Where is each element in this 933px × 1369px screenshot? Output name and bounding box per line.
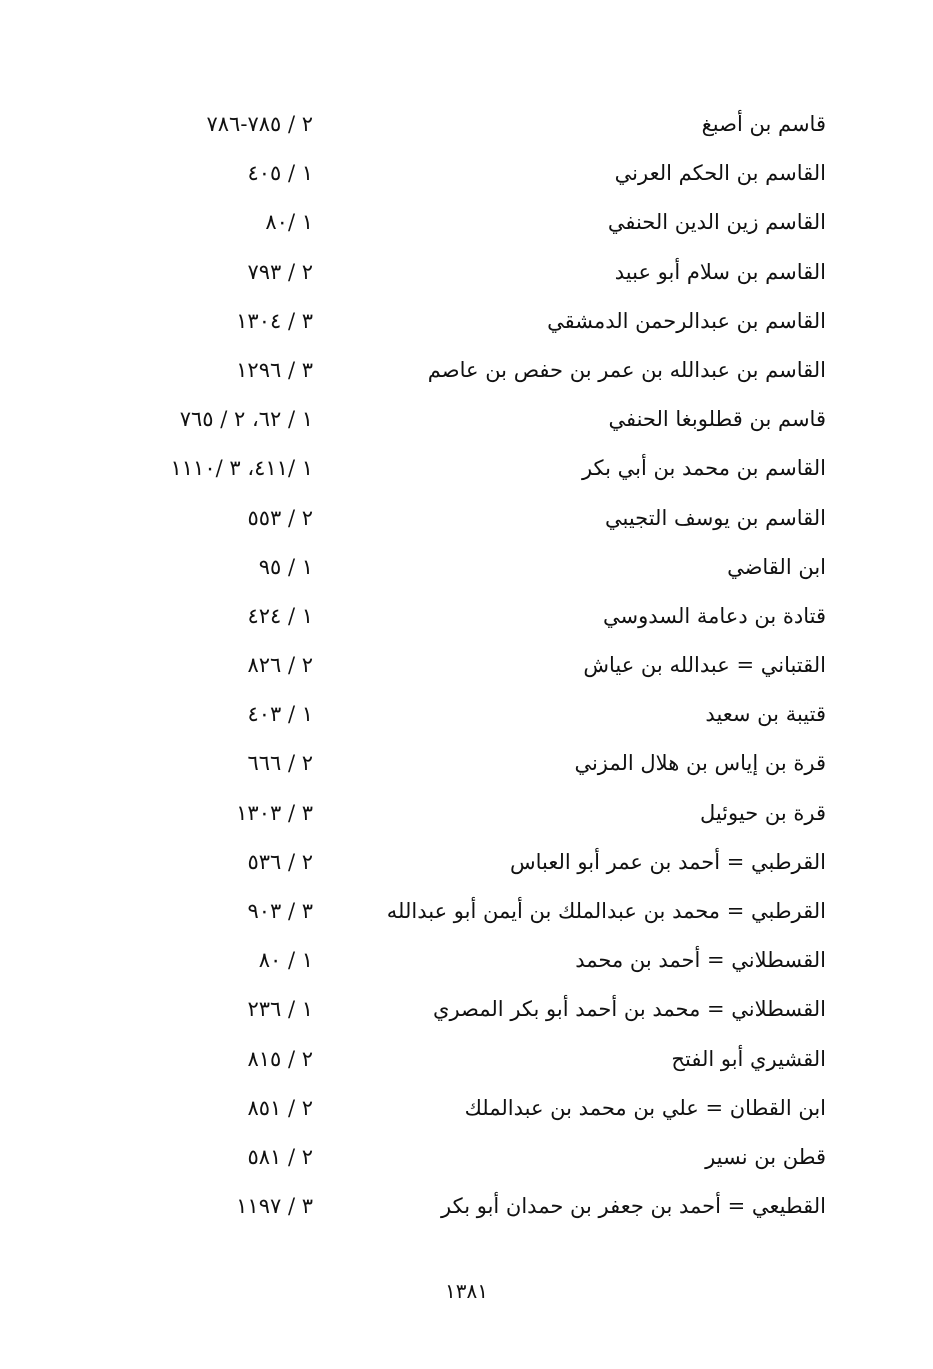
entry-page-reference: ١ / ٤٢٤: [247, 603, 313, 628]
index-entry: [0, 1035, 933, 1084]
entry-page-reference: ٢ / ٨٥١: [247, 1095, 313, 1120]
entry-page-reference: ١ / ٨٠: [258, 948, 313, 973]
entry-page-reference: ٣ / ١٣٠٤: [236, 308, 313, 333]
entry-name: قطن بن نسير: [705, 1144, 826, 1169]
entry-name: ابن القاضي: [727, 554, 826, 579]
entry-name: القاسم بن الحكم العرني: [614, 161, 826, 186]
entry-page-reference: ٣ / ١١٩٧: [236, 1194, 313, 1219]
index-entry: [0, 789, 933, 838]
index-entry: [0, 100, 933, 149]
entry-page-reference: ١ /٤١١، ٣ /١١١٠: [170, 456, 313, 481]
entry-page-reference: ٢ / ٥٥٣: [247, 505, 313, 530]
entry-name: القاسم بن سلام أبو عبيد: [614, 259, 826, 284]
index-entry: [0, 592, 933, 641]
entry-page-reference: ٣ / ١٢٩٦: [236, 357, 313, 382]
entry-page-reference: ٢ / ٧٨٥-٧٨٦: [206, 112, 313, 136]
index-entry: [0, 395, 933, 444]
entry-name: القسطلاني = أحمد بن محمد: [575, 948, 826, 973]
entry-name: قاسم بن قطلوبغا الحنفي: [608, 407, 826, 432]
entry-name: القرطبي = محمد بن عبدالملك بن أيمن أبو عبدالله: [386, 899, 826, 923]
entry-page-reference: ١ / ٤٠٣: [247, 702, 313, 727]
entry-page-reference: ١ / ٦٢، ٢ / ٧٦٥: [179, 407, 313, 432]
entry-name: قتيبة بن سعيد: [705, 702, 826, 727]
index-entry: [0, 1182, 933, 1231]
entry-page-reference: ٢ / ٨٢٦: [247, 653, 313, 678]
entry-name: القاسم بن يوسف التجيبي: [604, 505, 826, 530]
name-index-list: [0, 100, 933, 1231]
entry-page-reference: ٢ / ٥٨١: [247, 1144, 313, 1169]
entry-name: القاسم بن عبدالرحمن الدمشقي: [547, 308, 826, 333]
index-entry: [0, 641, 933, 690]
index-entry: [0, 936, 933, 985]
entry-page-reference: ٢ / ٦٦٦: [247, 751, 313, 776]
entry-name: القسطلاني = محمد بن أحمد أبو بكر المصري: [433, 997, 826, 1022]
index-entry: [0, 887, 933, 936]
entry-page-reference: ١ /٨٠: [265, 210, 313, 235]
index-entry: [0, 149, 933, 198]
entry-name: القشيري أبو الفتح: [671, 1046, 826, 1071]
entry-page-reference: ٢ / ٧٩٣: [247, 259, 313, 284]
entry-page-reference: ٢ / ٨١٥: [247, 1046, 313, 1071]
page-number: ١٣٨١: [445, 1279, 488, 1303]
index-entry: [0, 444, 933, 493]
entry-name: قرة بن إياس بن هلال المزني: [574, 751, 826, 776]
entry-name: القرطبي = أحمد بن عمر أبو العباس: [510, 849, 826, 874]
index-entry: [0, 1133, 933, 1182]
entry-page-reference: ١ / ٢٣٦: [247, 997, 313, 1022]
index-entry: [0, 494, 933, 543]
index-entry: [0, 198, 933, 247]
index-entry: [0, 346, 933, 395]
entry-name: قرة بن حيوئيل: [699, 800, 826, 825]
entry-name: ابن القطان = علي بن محمد بن عبدالملك: [464, 1095, 826, 1120]
entry-name: قتادة بن دعامة السدوسي: [602, 603, 826, 628]
entry-page-reference: ١ / ٩٥: [258, 554, 313, 579]
entry-page-reference: ١ / ٤٠٥: [247, 161, 313, 186]
entry-name: القاسم زين الدين الحنفي: [607, 210, 826, 235]
index-entry: [0, 248, 933, 297]
entry-page-reference: ٣ / ١٣٠٣: [236, 800, 313, 825]
index-entry: [0, 1084, 933, 1133]
entry-name: القاسم بن عبدالله بن عمر بن حفص بن عاصم: [427, 357, 826, 382]
index-entry: [0, 838, 933, 887]
index-entry: [0, 739, 933, 788]
entry-name: القتباني = عبدالله بن عياش: [583, 653, 826, 678]
entry-page-reference: ٢ / ٥٣٦: [247, 849, 313, 874]
entry-name: قاسم بن أصبغ: [701, 112, 826, 136]
index-entry: [0, 297, 933, 346]
index-entry: [0, 543, 933, 592]
entry-name: القطيعي = أحمد بن جعفر بن حمدان أبو بكر: [441, 1194, 826, 1219]
index-entry: [0, 690, 933, 739]
entry-page-reference: ٣ / ٩٠٣: [247, 899, 313, 923]
entry-name: القاسم بن محمد بن أبي بكر: [581, 456, 826, 481]
index-entry: [0, 985, 933, 1034]
